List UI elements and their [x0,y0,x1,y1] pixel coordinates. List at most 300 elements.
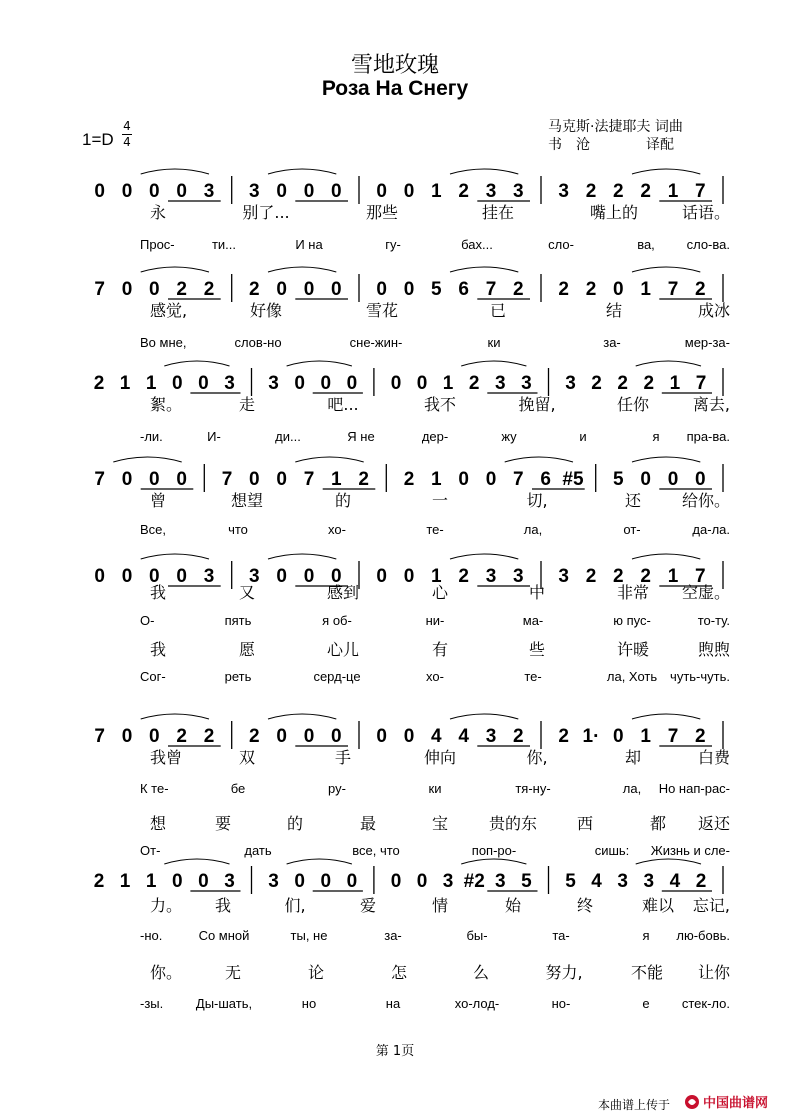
note: 0 [276,469,287,490]
lyric-word: -но. [140,928,163,943]
note: 2 [585,279,597,300]
time-signature-top: 4 [123,119,131,133]
note: 2 [403,469,415,490]
note: 0 [613,279,624,300]
note: 3 [643,871,655,892]
note: 3 [224,373,235,394]
lyric-word: 那些 [365,203,399,222]
note: 0 [276,279,287,300]
note: 0 [376,181,387,202]
lyric-word: что [228,522,248,537]
lyric-word: 西 [576,814,594,833]
upload-text: 本曲谱上传于 [598,1098,671,1112]
lyric-word: лю-бовь. [676,928,730,943]
note: 0 [121,726,133,747]
lyric-word: 我 [150,583,167,602]
lyric-word: 论 [307,963,325,982]
lyric-word: да-ла. [692,522,730,537]
note: 0 [320,871,332,892]
lyric-word: 的 [286,814,304,833]
note: 2 [613,181,624,202]
lyric-word: Ды-шать, [195,996,253,1011]
note: 2 [695,279,706,300]
note: 0 [331,279,342,300]
note: 5 [613,469,624,490]
note: 3 [617,871,628,892]
lyric-word: 感觉, [150,301,188,320]
lyric-word: К те- [140,781,169,796]
note: 7 [695,181,706,202]
lyric-word: 心 [431,583,449,602]
lyric-word: ти... [211,237,237,252]
lyric-word: жу [501,429,517,444]
slur [295,457,363,462]
note: 0 [613,726,624,747]
lyric-word: хо- [328,522,346,537]
note: 0 [121,181,133,202]
note: 3 [203,181,215,202]
note: 0 [458,469,469,490]
lyric-word: И на [295,237,323,252]
note: 2 [558,279,569,300]
time-signature-bottom: 4 [123,135,131,149]
lyric-word: 感到 [326,583,360,602]
lyric-word: 却 [624,748,642,767]
lyric-word: 我 [150,640,167,659]
note: 3 [485,726,497,747]
lyric-word: 想 [150,814,167,833]
lyric-word: 情 [431,896,449,915]
lyric-word: 些 [528,640,546,659]
lyric-word: мер-за- [684,335,730,350]
note: 0 [198,373,209,394]
note: 4 [458,726,469,747]
note: 2 [613,566,624,587]
slur [636,361,701,366]
lyric-word: 怎 [390,963,408,982]
note: 0 [416,373,428,394]
note: 0 [320,373,332,394]
lyric-word: сишь: [594,843,630,858]
lyric-word: Сог- [140,669,166,684]
note: 3 [495,871,506,892]
lyric-word: Я не [347,429,375,444]
song-title-chinese: 雪地玫瑰 [350,53,439,78]
note: 3 [495,373,506,394]
note: 0 [303,181,315,202]
note: 1· [582,726,600,747]
note: 7 [94,279,105,300]
note: 2 [249,279,260,300]
note: 1 [667,181,679,202]
note: 7 [94,469,105,490]
lyric-word: Но нап-рас- [658,781,730,796]
note: 0 [376,566,387,587]
lyric-word: бы- [466,928,488,943]
slur [632,169,700,174]
lyric-word: 我曾 [150,748,183,767]
lyric-word: за- [384,928,402,943]
lyric-word: я [652,429,660,444]
note: 1 [640,279,651,300]
note: 3 [268,871,279,892]
note: 2 [203,726,215,747]
slur [141,554,209,559]
lyric-word: сло-ва. [686,237,730,252]
note: 0 [485,469,497,490]
note: 7 [303,469,315,490]
lyric-word: 白费 [697,748,730,767]
lyric-word: на [385,996,401,1011]
lyric-word: 吧... [327,395,359,414]
note: 0 [149,181,160,202]
lyric-word: 努力, [545,963,583,982]
lyric-word: реть [224,669,252,684]
lyric-word: 要 [214,814,232,833]
note: 2 [93,871,105,892]
note: 1 [640,726,651,747]
note: 1 [145,373,157,394]
note: 3 [558,181,569,202]
lyric-word: 都 [649,814,667,833]
note: 0 [149,469,160,490]
slur [268,554,336,559]
note: 3 [521,373,532,394]
note: 5 [431,279,442,300]
note: 2 [249,726,260,747]
note: 1 [442,373,454,394]
lyric-word: 别了... [242,203,290,222]
lyric-word: 给你。 [681,491,730,510]
lyric-word: Со мной [198,928,250,943]
note: 2 [93,373,105,394]
lyric-word: И- [207,429,221,444]
note: 3 [268,373,279,394]
slur [141,714,209,719]
note: 2 [513,279,524,300]
lyric-word: стек-ло. [681,996,730,1011]
slur [268,267,336,272]
note: 0 [667,469,679,490]
note: 0 [294,373,305,394]
credit-composer: 马克斯·法捷耶夫 词曲 [548,119,683,135]
lyric-word: 最 [359,814,377,833]
lyric-word: 心儿 [326,640,360,659]
note: 1 [431,181,442,202]
note: 2 [617,373,628,394]
lyric-word: все, что [352,843,400,858]
note: 2 [585,566,597,587]
lyric-word: От- [140,843,161,858]
note: 1 [431,566,442,587]
note: 0 [276,726,287,747]
slur [632,457,700,462]
note: 1 [119,871,131,892]
note: 0 [346,871,358,892]
lyric-word: 雪花 [365,301,399,320]
note: 7 [667,726,679,747]
lyric-word: пра-ва. [686,429,730,444]
note: 0 [198,871,209,892]
lyric-word: 宝 [431,814,449,833]
note: 2 [640,566,651,587]
lyric-word: 的 [334,491,352,510]
note: 4 [669,871,681,892]
lyric-word: -ли. [140,429,163,444]
note: 0 [376,279,387,300]
slur [141,169,209,174]
note: 2 [458,181,469,202]
slur [632,267,700,272]
note: 0 [149,566,160,587]
lyric-word: 成冰 [697,301,730,320]
lyric-word: поп-ро- [471,843,517,858]
note: 3 [513,181,524,202]
lyric-word: серд-це [313,669,361,684]
slur [636,859,701,864]
lyric-word: 愿 [238,640,256,659]
slur [268,714,336,719]
lyric-word: я [642,928,650,943]
note: 7 [485,279,497,300]
lyric-word: 任你 [616,395,650,414]
lyric-word: 有 [431,640,449,659]
lyric-word: 中 [528,583,546,602]
note: 0 [403,726,415,747]
notation-line [0,715,790,755]
note: 3 [485,566,497,587]
note: 0 [303,279,315,300]
lyric-word: сне-жин- [349,335,403,350]
lyric-word: ты, не [290,928,328,943]
lyric-word: 结 [605,301,623,320]
lyric-word: 好像 [249,301,283,320]
notation-line [0,362,790,402]
note: 0 [149,726,160,747]
lyric-word: О- [140,613,155,628]
note: 0 [695,469,706,490]
note: 4 [431,726,442,747]
slur [450,714,518,719]
slur [141,267,209,272]
lyric-word: ва, [637,237,655,252]
note: 1 [667,566,679,587]
lyric-word: ма- [522,613,544,628]
note: 0 [376,726,387,747]
note: 1 [669,373,681,394]
note: 5 [565,871,576,892]
lyric-word: бах... [461,237,493,252]
lyric-word: 难以 [641,896,675,915]
lyric-word: 煦煦 [697,640,730,659]
note: 0 [331,566,342,587]
lyric-word: ла, [523,522,543,537]
note: 0 [121,566,133,587]
lyric-word: 切, [526,491,548,510]
lyric-word: ки [428,781,442,796]
lyric-word: 无 [224,963,242,982]
lyric-word: от- [623,522,641,537]
lyric-word: слов-но [234,335,282,350]
key-signature: 1=D [82,130,114,149]
lyric-word: но [301,996,317,1011]
lyric-word: 我不 [423,395,457,414]
slur [461,859,526,864]
note: #5 [562,469,584,490]
lyric-word: 许暖 [616,640,650,659]
slur [450,169,518,174]
note: 2 [203,279,215,300]
site-logo [684,1093,780,1111]
note: 0 [303,566,315,587]
logo-text: 中国曲谱网 [703,1096,769,1111]
slur [268,169,336,174]
lyric-word: 嘴上的 [589,203,639,222]
lyric-word: 曾 [150,491,167,510]
note: 1 [119,373,131,394]
lyric-word: 还 [624,491,642,510]
note: 3 [249,181,260,202]
lyric-word: е [642,996,650,1011]
lyric-word: хо- [426,669,444,684]
note: 2 [591,373,602,394]
lyric-word: хо-лод- [454,996,500,1011]
lyric-word: чуть-чуть. [670,669,730,684]
lyric-word: 始 [504,896,522,915]
note: 3 [249,566,260,587]
lyric-word: за- [603,335,621,350]
lyric-word: 贵的东 [488,814,538,833]
lyric-word: бе [230,781,246,796]
song-title-russian: Роза На Снегу [321,77,469,100]
credit-translator: 书 沧 译配 [548,137,674,153]
lyric-word: 让你 [697,963,730,982]
note: 7 [667,279,679,300]
lyric-word: ки [487,335,501,350]
lyric-word: 终 [576,896,594,915]
note: 0 [276,566,287,587]
note: 2 [458,566,469,587]
note: 6 [458,279,469,300]
note: 0 [94,566,105,587]
note: 2 [176,279,187,300]
note: 0 [121,279,133,300]
note: 0 [176,566,187,587]
note: 0 [303,726,315,747]
page-number: 第 1页 [375,1044,415,1059]
lyric-word: ю пус- [613,613,651,628]
lyric-word: 空虚。 [681,583,730,602]
note: 5 [521,871,532,892]
slur [164,361,229,366]
slur [450,554,518,559]
lyric-word: то-ту. [697,613,730,628]
note: 7 [695,566,706,587]
note: 0 [403,181,415,202]
note: 2 [558,726,569,747]
note: 0 [416,871,428,892]
note: 3 [485,181,497,202]
lyric-word: 我 [214,896,232,915]
lyric-word: тя-ну- [515,781,551,796]
lyric-word: 永 [150,203,167,222]
lyric-word: Прос- [140,237,175,252]
lyric-word: те- [426,522,444,537]
note: 0 [294,871,305,892]
lyric-word: ни- [425,613,445,628]
lyric-word: 离去, [692,395,730,414]
lyric-word: 力。 [150,896,183,915]
lyric-word: 不能 [630,963,664,982]
lyric-word: я об- [322,613,352,628]
note: 2 [358,469,369,490]
note: 0 [403,279,415,300]
slur [505,457,573,462]
lyric-word: 挂在 [481,203,515,222]
note: 1 [431,469,442,490]
lyric-word: 已 [489,301,507,320]
slur [450,267,518,272]
slur [287,361,352,366]
note: 2 [513,726,524,747]
lyric-word: дер- [421,429,449,444]
note: 1 [145,871,157,892]
note: 1 [331,469,342,490]
note: 0 [403,566,415,587]
lyric-word: 又 [238,583,256,602]
lyric-word: 伸向 [423,748,457,767]
lyric-word: 絮。 [150,395,183,414]
lyric-word: ру- [328,781,346,796]
lyric-word: 走 [238,395,256,414]
lyric-word: сло- [548,237,574,252]
note: 0 [249,469,260,490]
lyric-word: та- [552,928,570,943]
note: 3 [224,871,235,892]
note: 0 [390,373,402,394]
lyric-word: Жизнь и сле- [650,843,730,858]
lyric-word: дать [244,843,272,858]
slur [632,554,700,559]
lyric-word: 话语。 [681,203,730,222]
lyric-word: 一 [431,491,449,510]
note: 6 [540,469,551,490]
lyric-word: 非常 [616,583,650,602]
note: 3 [203,566,215,587]
lyric-word: Во мне, [140,335,187,350]
lyric-word: 你, [526,748,548,767]
note: 0 [346,373,358,394]
lyric-word: 爱 [359,896,377,915]
lyric-word: 们, [284,896,306,915]
note: 0 [172,373,183,394]
lyric-word: ди... [275,429,301,444]
lyric-word: 忘记, [692,896,730,915]
note: 0 [94,181,105,202]
note: 7 [695,373,707,394]
notation-line [0,555,790,595]
note: 7 [94,726,105,747]
note: 0 [331,726,342,747]
lyric-word: Все, [140,522,167,537]
slur [164,859,229,864]
lyric-word: те- [524,669,542,684]
note: 2 [176,726,187,747]
note: 3 [442,871,454,892]
lyric-word: -зы. [140,996,164,1011]
lyric-word: 想望 [230,491,264,510]
note: 7 [513,469,524,490]
